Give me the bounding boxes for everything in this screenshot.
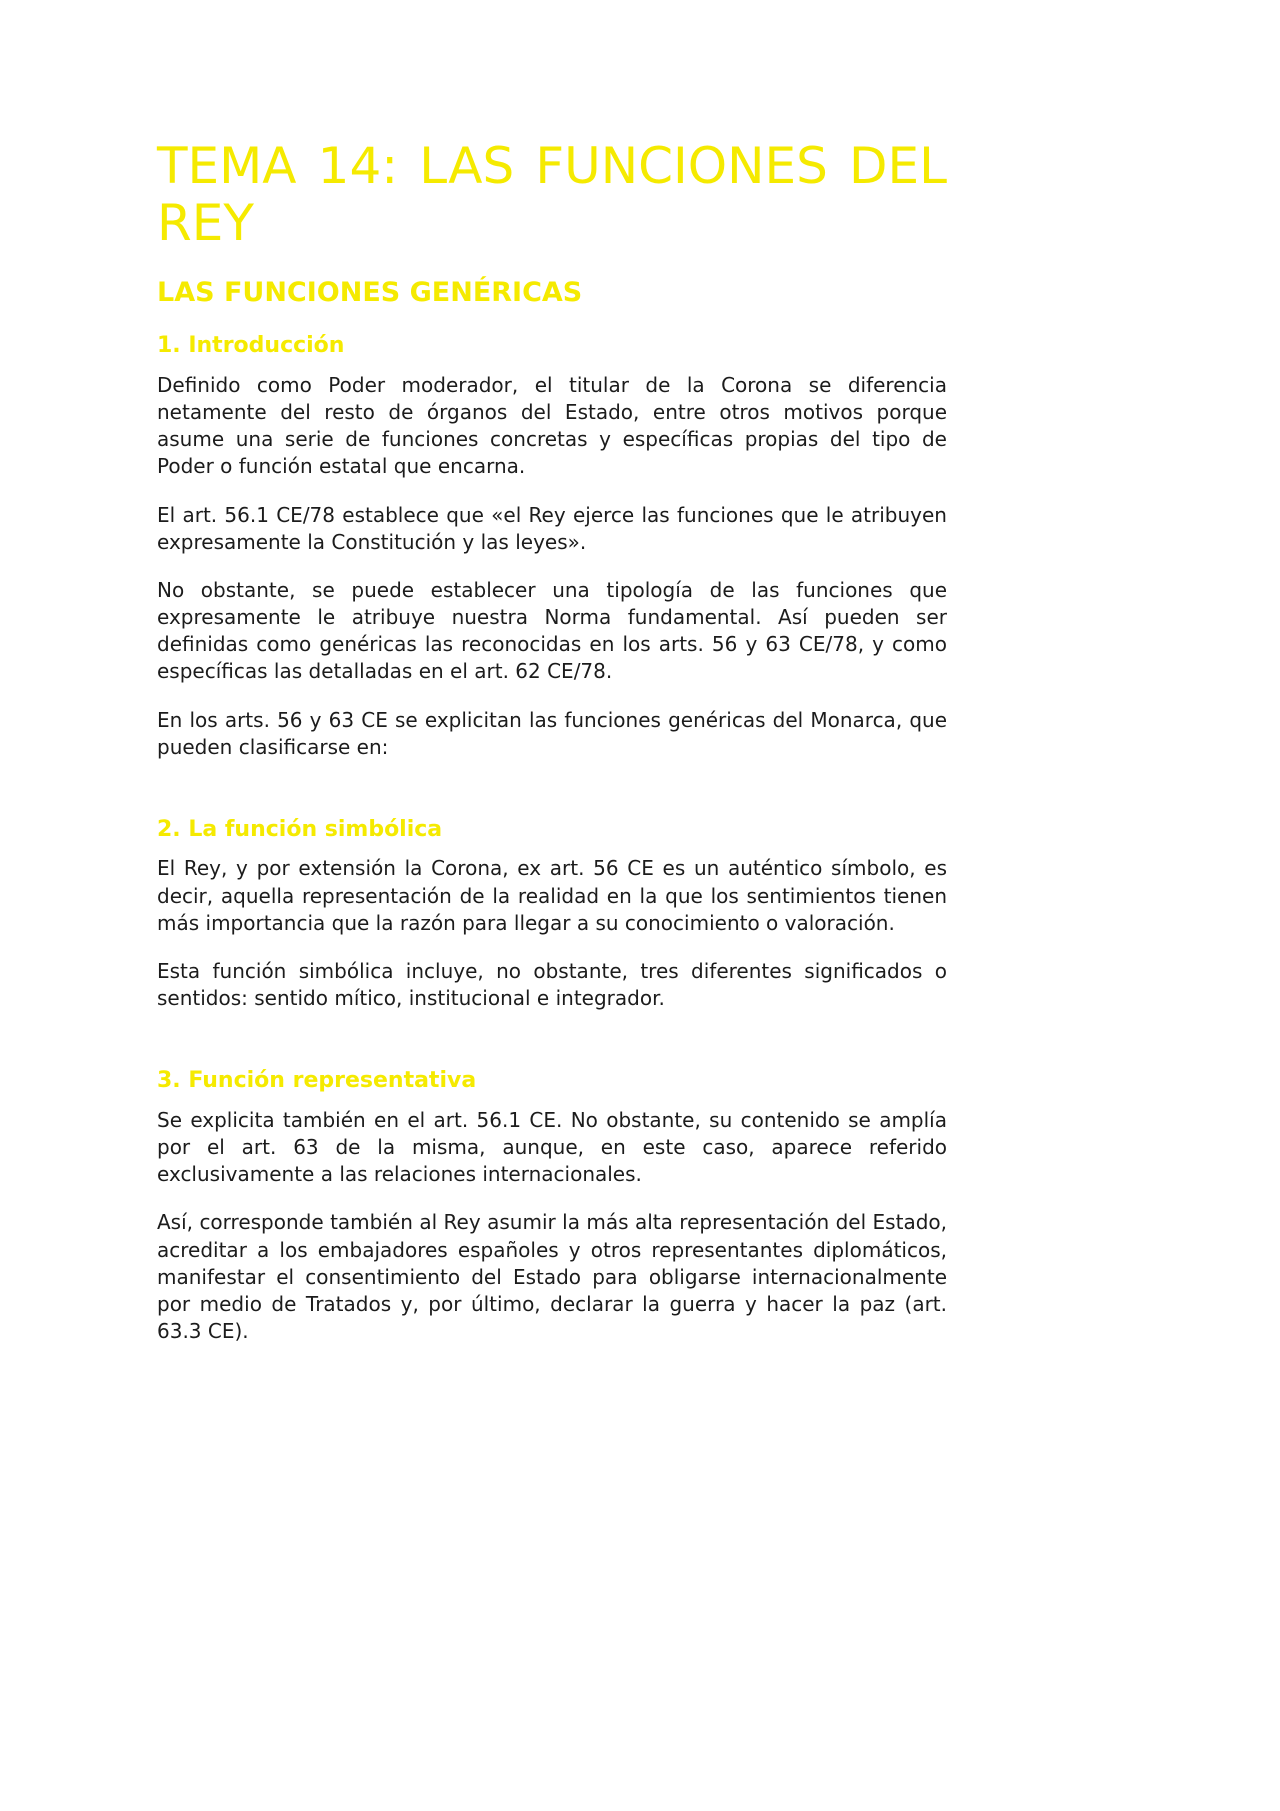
section-heading-funcion-representativa: 3. Función representativa — [157, 1068, 477, 1094]
section-funcion-representativa — [157, 1068, 947, 1345]
paragraph: El Rey, y por extensión la Corona, ex art. 56 CE es un auténtico símbolo, es decir, aquella representación de la realidad en la que los sentimientos tienen más importancia que la razón para llegar a su conocimiento o valoración. — [157, 856, 947, 935]
paragraph: Definido como Poder moderador, el titular de la Corona se diferencia netamente del resto de órganos del Estado, entre otros motivos porque asume una serie de funciones concretas y específicas propias del tipo de Poder o función estatal que encarna. — [157, 372, 947, 479]
section-heading-introduccion: 1. Introducción — [157, 333, 345, 359]
section-heading-funcion-simbolica: 2. La función simbólica — [157, 817, 443, 843]
paragraph: Se explicita también en el art. 56.1 CE. No obstante, su contenido se amplía por el art. 63 de la misma, aunque, en este caso, aparece referido exclusivamente a las relaciones internacionales. — [157, 1107, 947, 1187]
section-introduccion — [157, 333, 947, 761]
paragraph: Esta función simbólica incluye, no obstante, tres diferentes significados o sentidos: sentido mítico, institucional e integrador. — [157, 958, 947, 1011]
paragraph: No obstante, se puede establecer una tipología de las funciones que expresamente le atribuye nuestra Norma fundamental. Así pueden ser definidas como genéricas las reconocidas en los arts. 56 y 63 CE/78, y como específicas las detalladas en el art. 62 CE/78. — [157, 577, 947, 684]
paragraph: El art. 56.1 CE/78 establece que «el Rey ejerce las funciones que le atribuyen expresamente la Constitución y las leyes». — [157, 502, 947, 554]
paragraph: En los arts. 56 y 63 CE se explicitan las funciones genéricas del Monarca, que pueden clasificarse en: — [157, 707, 947, 759]
paragraph: Así, corresponde también al Rey asumir la más alta representación del Estado, acreditar a los embajadores españoles y otros representantes diplomáticos, manifestar el consentimiento del Estado para obligarse internacionalmente por medio de Tratados y, por último, declarar la guerra y hacer la paz (art. 63.3 CE). — [157, 1210, 947, 1344]
section-funcion-simbolica — [157, 817, 947, 1012]
document-title: TEMA 14: LAS FUNCIONES DEL REY — [157, 137, 947, 252]
main-heading: LAS FUNCIONES GENÉRICAS — [157, 277, 583, 308]
